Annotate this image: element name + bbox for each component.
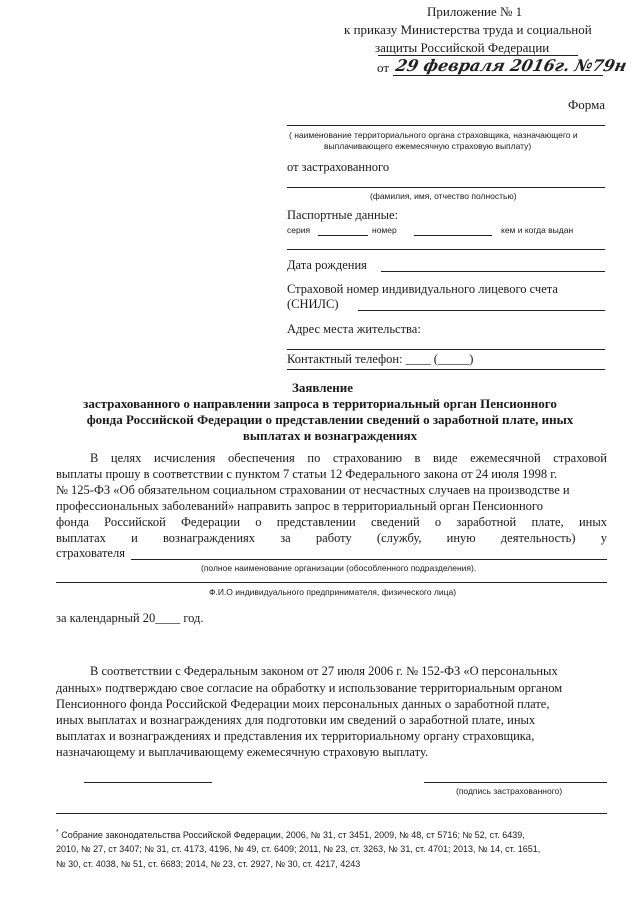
body1-line-4: профессиональных заболеваний» направить запрос в территориальный орган Пенсионного (56, 499, 543, 513)
body2-line-1: В соответствии с Федеральным законом от 27 июля 2006 г. № 152-ФЗ «О персональных (90, 664, 558, 678)
date-signature-line[interactable] (84, 782, 212, 783)
body2-line-6: назначающему и выплачивающему ежемесячную страховую выплату. (56, 745, 429, 759)
forma-label: Форма (568, 97, 605, 112)
from-insured-label: от застрахованного (287, 160, 390, 174)
fio-note: (фамилия, имя, отчество полностью) (370, 191, 517, 201)
title-line-2: застрахованного о направлении запроса в территориальный орган Пенсионного (83, 396, 557, 411)
footnote-marker: * (56, 829, 59, 836)
insurer-fio-note: Ф.И.О индивидуального предпринимателя, физического лица) (209, 587, 457, 597)
insurer-org-note: (полное наименование организации (обособленного подразделения). (201, 563, 477, 573)
date-prefix: от (377, 60, 390, 75)
footnote-line-1 (56, 829, 607, 840)
address-field[interactable] (287, 349, 605, 350)
snils-label-1: Страховой номер индивидуального лицевого счета (287, 282, 558, 296)
phone-underline (287, 369, 605, 370)
dob-field[interactable] (381, 271, 605, 272)
calendar-year-line: за календарный 20____ год. (56, 611, 204, 625)
issued-label: кем и когда выдан (501, 225, 574, 235)
nomer-field[interactable] (414, 235, 492, 236)
footnote-text-1: Собрание законодательства Российской Федерации, 2006, № 31, ст 3451, 2009, № 48, ст 5716; № 52, ст. 6439, (61, 830, 525, 840)
body1-line-1: В целях исчисления обеспечения по страхованию в виде ежемесячной страховой (90, 451, 607, 465)
handwritten-date: 29 февраля 2016г. №79н (393, 56, 629, 75)
snils-field[interactable] (358, 310, 605, 311)
body1-line-6: выплатах и вознаграждениях за работу (службу, иную деятельность) у (56, 531, 607, 545)
phone-label: Контактный телефон: ____ (_____) (287, 352, 474, 366)
body1-line-5: фонда Российской Федерации о представлении сведений о заработной плате, иных (56, 515, 607, 529)
insurer-field-2[interactable] (56, 582, 607, 583)
date-underline (393, 75, 603, 76)
body1-line-2: выплаты прошу в соответствии с пунктом 7 статьи 12 Федерального закона от 24 июля 1998 г. (56, 467, 558, 481)
passport-line[interactable] (287, 249, 605, 250)
seria-field[interactable] (318, 235, 368, 236)
body2-line-3: Пенсионного фонда Российской Федерации моих персональных данных о заработной плате, (56, 697, 550, 711)
address-label: Адрес места жительства: (287, 322, 421, 336)
recipient-line (287, 125, 605, 126)
title-line-3: фонда Российской Федерации о представлении сведений о заработной плате, иных (86, 412, 574, 427)
fio-line (287, 187, 605, 188)
title-zayavlenie: Заявление (292, 380, 354, 395)
signature-line[interactable] (424, 782, 607, 783)
footnote-line-2: 2010, № 27, ст 3407; № 31, ст. 4173, 4196, № 49, ст. 6409; 2011, № 23, ст. 3263, № 31, ст. 4701; 2013, № 14, ст. 1651, (56, 844, 541, 854)
body2-line-5: выплатах и вознаграждениях и представления их территориальному органу страховщика, (56, 729, 535, 743)
passport-label: Паспортные данные: (287, 208, 399, 222)
recipient-note-2: выплачивающего ежемесячную страховую выплату) (324, 141, 532, 151)
insurer-label: страхователя (56, 546, 125, 560)
appendix-title: Приложение № 1 (427, 4, 523, 19)
footnote-line-3: № 30, ст. 4038, № 51, ст. 6683; 2014, № 23, ст. 2927, № 30, ст. 4217, 4243 (56, 859, 361, 869)
recipient-note-1: ( наименование территориального органа страховщика, назначающего и (289, 130, 578, 140)
body2-line-2: данных» подтверждаю свое согласие на обработку и использование территориальным органом (56, 681, 563, 695)
seria-label: серия (287, 225, 311, 235)
order-line: к приказу Министерства труда и социальной (344, 22, 592, 37)
insurer-field[interactable] (131, 559, 607, 560)
body2-line-4: иных выплатах и вознаграждениях для подготовки им сведений о заработной плате, иных (56, 713, 536, 727)
nomer-label: номер (372, 225, 397, 235)
body1-line-3: № 125-ФЗ «Об обязательном социальном страховании от несчастных случаев на производстве и (56, 483, 570, 497)
ministry-line: защиты Российской Федерации (375, 40, 550, 55)
dob-label: Дата рождения (287, 258, 367, 272)
footnote-separator (56, 813, 607, 814)
title-line-4: выплатах и вознаграждениях (242, 428, 418, 443)
snils-label-2: (СНИЛС) (287, 297, 339, 311)
signature-note: (подпись застрахованного) (456, 786, 563, 796)
